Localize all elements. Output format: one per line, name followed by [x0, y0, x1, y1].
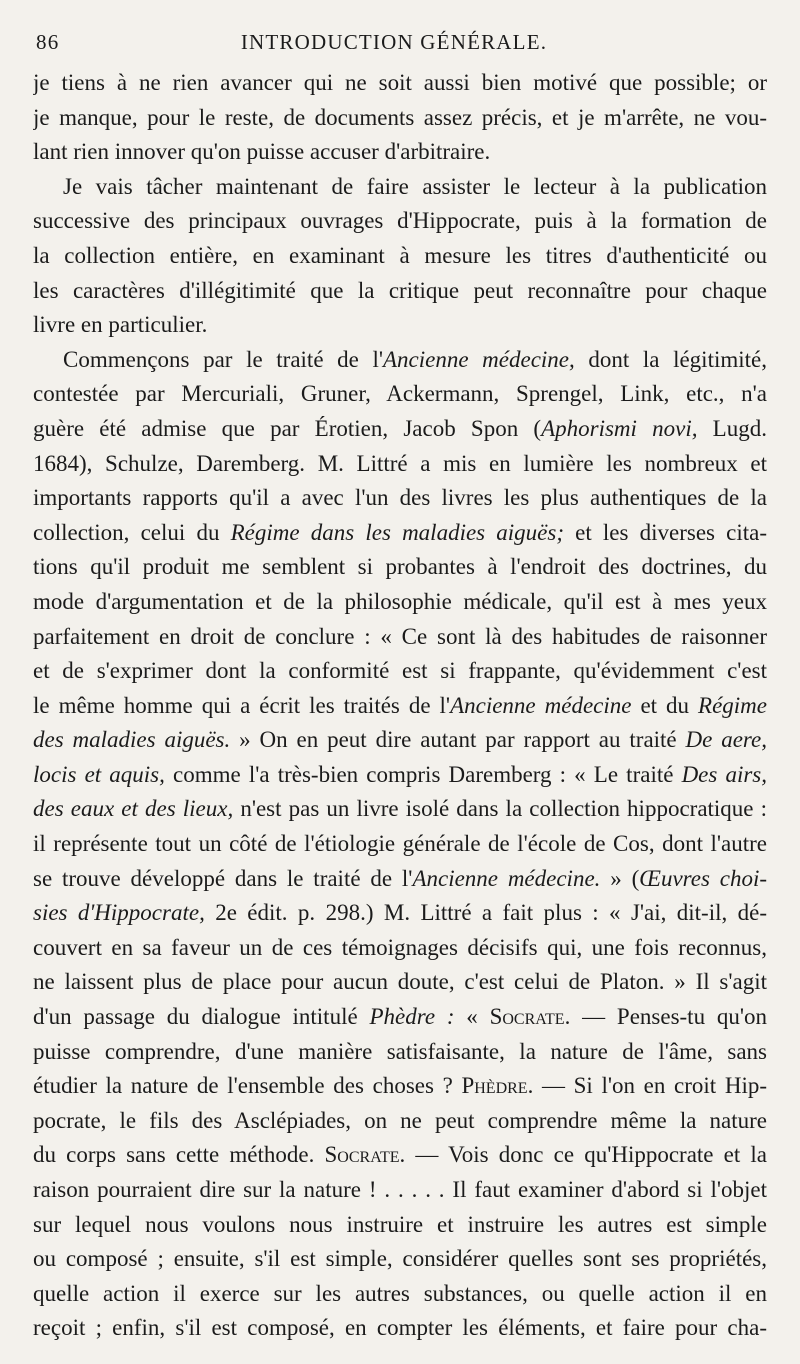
line-text: Je vais tâcher maintenant de faire assister le lecteur à la publication [63, 173, 767, 199]
text-line [33, 239, 767, 274]
text-line [33, 516, 767, 551]
line-text: 1684), Schulze, Daremberg. M. Littré a mis en lumière les nombreux et [33, 450, 767, 476]
text-line [33, 204, 767, 239]
body-text [33, 66, 767, 1346]
line-text: dont la légitimité, [574, 346, 767, 372]
text-line [33, 274, 767, 309]
text-line [33, 481, 767, 516]
line-text: livre en particulier. [33, 312, 208, 338]
running-header [36, 30, 752, 64]
text-line [33, 101, 767, 136]
italic-text: Ancienne médecine [450, 692, 632, 718]
italic-text: locis et aquis, [33, 761, 165, 787]
line-text: » On en peut dire autant par rapport au traité [230, 727, 686, 753]
line-text: puisse comprendre, d'une manière satisfaisante, la nature de l'âme, sans [33, 1038, 767, 1064]
text-line [33, 1242, 767, 1277]
line-text: je tiens à ne rien avancer qui ne soit aussi bien motivé que possible; or [33, 70, 767, 95]
text-line [33, 965, 767, 1000]
line-text: guère été admise que par Érotien, Jacob Spon ( [33, 415, 542, 441]
text-line [33, 620, 767, 655]
text-line [33, 931, 767, 966]
page-number: 86 [36, 30, 60, 54]
line-text: tions qu'il produit me semblent si probantes à l'endroit des doctrines, du [33, 554, 767, 580]
line-text: et du [631, 692, 699, 718]
italic-text: De aere, [685, 727, 767, 753]
italic-text: Régime dans les maladies aiguës; [230, 519, 564, 545]
text-line [33, 170, 767, 205]
line-text: — Penses-tu qu'on [570, 1004, 767, 1030]
text-line [33, 66, 767, 101]
text-line [33, 1069, 767, 1104]
line-text: ne laissent plus de place pour aucun doute, c'est celui de Platon. » Il s'agit [33, 969, 767, 995]
italic-text: Des airs, [681, 761, 767, 787]
line-text: quelle action il exerce sur les autres substances, ou quelle action il en [33, 1280, 767, 1306]
text-line [33, 377, 767, 412]
italic-text: Œuvres choi- [639, 865, 767, 891]
line-text: il représente tout un côté de l'étiologie générale de l'école de Cos, dont l'autre [33, 831, 767, 857]
text-line [33, 135, 767, 170]
line-text: successive des principaux ouvrages d'Hippocrate, puis à la formation de [33, 208, 767, 234]
text-line [33, 654, 767, 689]
text-line [33, 1104, 767, 1139]
text-line [33, 827, 767, 862]
line-text: Commençons par le traité de l' [63, 346, 383, 372]
text-line [33, 689, 767, 724]
text-line [33, 723, 767, 758]
text-line [33, 1277, 767, 1312]
line-text: et de s'exprimer dont la conformité est si frappante, qu'évidemment c'est [33, 658, 767, 684]
text-line [33, 1173, 767, 1208]
italic-text: Ancienne médecine. [412, 865, 601, 891]
running-title: INTRODUCTION GÉNÉRALE. [240, 30, 548, 54]
text-line [33, 792, 767, 827]
text-line [33, 1035, 767, 1070]
line-text: la collection entière, en examinant à mesure les titres d'authenticité ou [33, 242, 767, 268]
line-text: contestée par Mercuriali, Gruner, Ackermann, Sprengel, Link, etc., n'a [33, 381, 767, 407]
text-line [33, 1000, 767, 1035]
italic-text: des maladies aiguës. [33, 727, 231, 753]
line-text: d'un passage du dialogue intitulé [33, 1004, 370, 1030]
line-text: — Si l'on en croit Hip- [533, 1073, 767, 1099]
line-text: collection, celui du [33, 519, 231, 545]
small-caps-text: Socrate. [489, 1004, 571, 1030]
text-line [33, 585, 767, 620]
line-text: Lugd. [697, 415, 767, 441]
line-text: » ( [600, 865, 640, 891]
line-text: je manque, pour le reste, de documents assez précis, et je m'arrête, ne vou- [33, 104, 767, 130]
text-line [33, 1138, 767, 1173]
line-text: comme l'a très-bien compris Daremberg : « Le traité [164, 761, 682, 787]
line-text: se trouve développé dans le traité de l' [33, 865, 413, 891]
text-line [33, 447, 767, 482]
line-text: et les diverses cita- [564, 519, 767, 545]
text-line [33, 1311, 767, 1346]
line-text: importants rapports qu'il a avec l'un des livres les plus authentiques de la [33, 485, 767, 511]
italic-text: Phèdre : [369, 1004, 455, 1030]
line-text: pocrate, le fils des Asclépiades, on ne peut comprendre même la nature [33, 1107, 767, 1133]
text-line [33, 308, 767, 343]
italic-text: Aphorismi novi, [541, 415, 698, 441]
line-text: étudier la nature de l'ensemble des choses ? [33, 1073, 462, 1099]
line-text: parfaitement en droit de conclure : « Ce sont là des habitudes de raisonner [33, 623, 767, 649]
line-text: du corps sans cette méthode. [33, 1142, 325, 1168]
line-text: couvert en sa faveur un de ces témoignages décisifs qui, une fois reconnus, [33, 934, 767, 960]
line-text: mode d'argumentation et de la philosophie médicale, qu'il est à mes yeux [33, 588, 767, 614]
line-text: n'est pas un livre isolé dans la collection hippocratique : [233, 796, 767, 822]
text-line [33, 1208, 767, 1243]
text-line [33, 758, 767, 793]
small-caps-text: Socrate. [324, 1142, 406, 1168]
text-line [33, 412, 767, 447]
text-line [33, 343, 767, 378]
text-line [33, 550, 767, 585]
line-text: le même homme qui a écrit les traités de l' [33, 692, 451, 718]
line-text: — Vois donc ce qu'Hippocrate et la [405, 1142, 767, 1168]
text-line [33, 896, 767, 931]
line-text: raison pourraient dire sur la nature ! . . . . . Il faut examiner d'abord si l'objet [33, 1177, 767, 1202]
line-text: ou composé ; ensuite, s'il est simple, considérer quelles sont ses propriétés, [33, 1246, 767, 1272]
line-text: les caractères d'illégitimité que la critique peut reconnaître pour chaque [33, 277, 767, 303]
line-text: « [454, 1004, 490, 1030]
line-text: sur lequel nous voulons nous instruire et instruire les autres est simple [33, 1211, 767, 1237]
italic-text: des eaux et des lieux, [33, 796, 234, 822]
italic-text: Ancienne médecine, [383, 346, 575, 372]
line-text: lant rien innover qu'on puisse accuser d'arbitraire. [33, 139, 491, 165]
text-line [33, 862, 767, 897]
italic-text: Régime [698, 692, 767, 718]
line-text: 2e édit. p. 298.) M. Littré a fait plus : « J'ai, dit-il, dé- [204, 900, 767, 926]
line-text: reçoit ; enfin, s'il est composé, en compter les éléments, et faire pour cha- [33, 1315, 767, 1341]
italic-text: sies d'Hippocrate, [33, 900, 205, 926]
small-caps-text: Phèdre. [461, 1073, 534, 1099]
